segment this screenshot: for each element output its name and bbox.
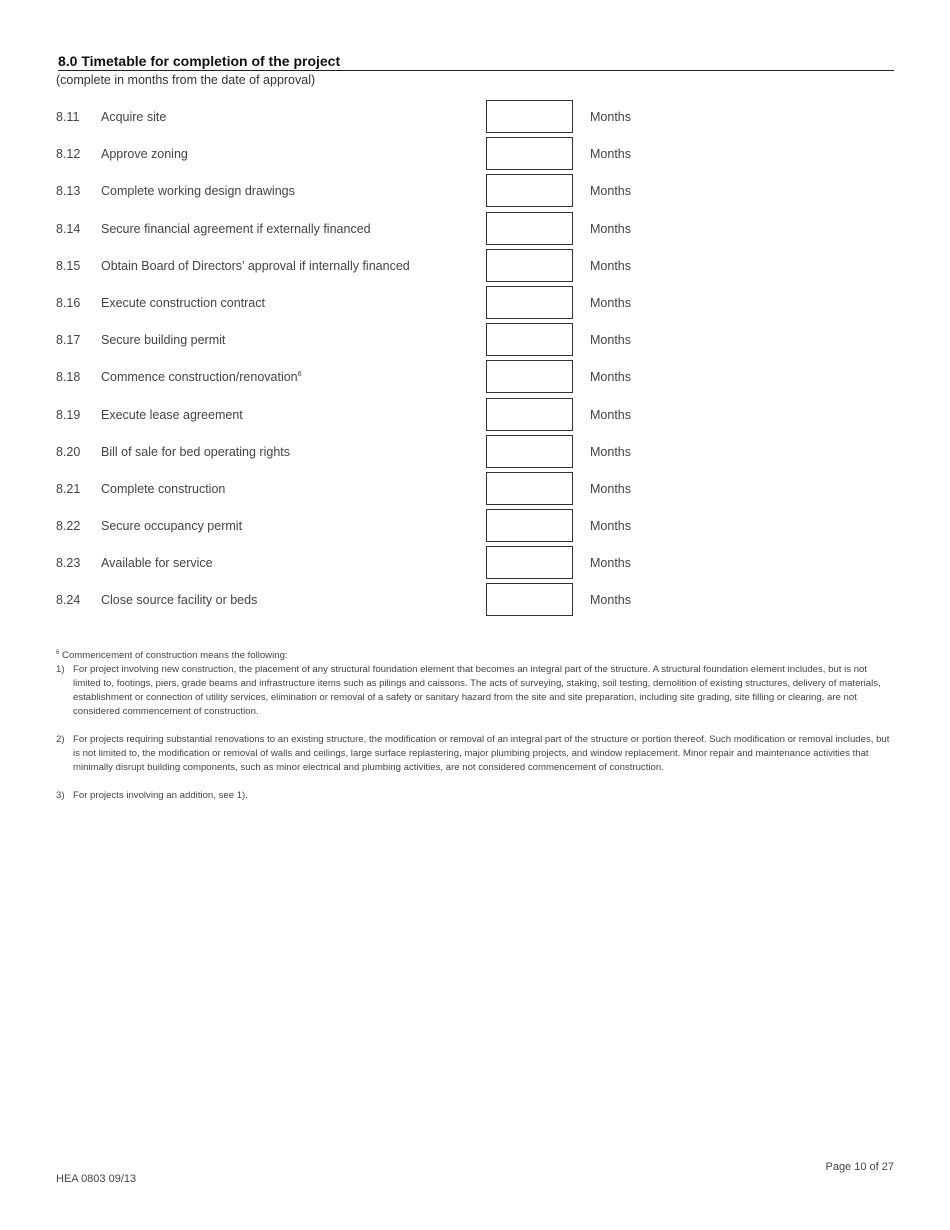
- form-identifier: HEA 0803 09/13: [56, 1173, 137, 1185]
- item-number: 8.15: [56, 258, 81, 273]
- timetable-row: [0, 509, 950, 546]
- item-label: Approve zoning: [101, 147, 188, 162]
- footnotes: [56, 649, 892, 803]
- timetable-row: [0, 286, 950, 323]
- item-number: 8.11: [56, 110, 80, 124]
- item-label: Execute construction contract: [101, 295, 265, 310]
- item-label: Acquire site: [101, 110, 167, 124]
- footnote-item-text: For projects involving an addition, see 1).: [73, 790, 248, 801]
- item-number: 8.16: [56, 295, 81, 310]
- timetable-row: [0, 360, 950, 397]
- months-input-construction-contract[interactable]: [486, 286, 573, 319]
- footnote-marker: 6: [56, 649, 60, 656]
- item-number: 8.21: [56, 481, 81, 496]
- footnote-item-label: 2): [56, 734, 65, 745]
- months-input-close-source-facility[interactable]: [486, 583, 573, 616]
- footnote-item-text: For project involving new construction, the placement of any structural foundation element that becomes an integral part of the structure. A structural foundation element includes, but is not limited to, footings, piers, grade beams and infrastructure items such as pilings and caissons. The acts of surveying, staking, soil testing, demolition of existing structures, delivery of materials, establishment or connection of utility services, elimination or removal of a safety or sanitary hazard from the site and site preparation, including site grading, site filling or clearing, are not considered commencement of construction.: [73, 664, 881, 717]
- footnote-item: [56, 789, 892, 803]
- item-number: 8.22: [56, 519, 81, 534]
- section-instructions: (complete in months from the date of approval): [56, 73, 316, 87]
- item-number: 8.23: [56, 556, 81, 571]
- timetable-row: [0, 137, 950, 174]
- item-label: Execute lease agreement: [101, 407, 243, 422]
- months-unit-label: Months: [590, 184, 631, 199]
- months-input-financial-agreement[interactable]: [486, 212, 573, 245]
- months-unit-label: Months: [590, 370, 631, 385]
- item-label: Commence construction/renovation$^6$: [101, 370, 302, 385]
- item-label: Secure occupancy permit: [101, 519, 243, 534]
- footnote-heading: $^6$ Commencement of construction means the following:: [56, 649, 288, 661]
- item-number: 8.13: [56, 184, 81, 199]
- footnote-item: [56, 663, 892, 719]
- timetable-rows: [0, 100, 950, 621]
- item-number: 8.20: [56, 444, 81, 459]
- footnote-marker: 6: [297, 371, 302, 379]
- months-input-design-drawings[interactable]: [486, 174, 573, 207]
- months-input-complete-construction[interactable]: [486, 472, 573, 505]
- months-unit-label: Months: [590, 519, 631, 534]
- months-input-commence-construction[interactable]: [486, 360, 573, 393]
- page-number: Page 10 of 27: [825, 1161, 894, 1173]
- timetable-row: [0, 583, 950, 620]
- item-label: Secure building permit: [101, 333, 226, 348]
- item-label: Obtain Board of Directors’ approval if internally financed: [101, 258, 410, 273]
- months-input-building-permit[interactable]: [486, 323, 573, 356]
- item-label: Close source facility or beds: [101, 593, 258, 608]
- footnote-item-text: For projects requiring substantial renovations to an existing structure, the modification or removal of an integral part of the structure or portion thereof. Such modification or removal includes, but is not limited to, the modification or removal of walls and ceilings, large surface replastering, major plumbing projects, and window replacement. Minor repair and maintenance activities that minimally disrupt building components, such as minor electrical and plumbing activities, are not considered commencement of construction.: [73, 734, 890, 773]
- timetable-row: [0, 174, 950, 211]
- item-label: Secure financial agreement if externally financed: [101, 221, 371, 236]
- months-input-bill-of-sale[interactable]: [486, 435, 573, 468]
- item-label: Bill of sale for bed operating rights: [101, 444, 290, 459]
- section-title: 8.0 Timetable for completion of the project: [58, 53, 894, 71]
- months-unit-label: Months: [590, 221, 631, 236]
- months-unit-label: Months: [590, 593, 631, 608]
- months-unit-label: Months: [590, 147, 631, 162]
- item-label: Complete construction: [101, 481, 226, 496]
- item-number: 8.14: [56, 221, 81, 236]
- item-number: 8.17: [56, 333, 81, 348]
- item-label: Complete working design drawings: [101, 184, 295, 199]
- timetable-row: [0, 212, 950, 249]
- months-unit-label: Months: [590, 444, 631, 459]
- timetable-row: [0, 435, 950, 472]
- months-input-available-for-service[interactable]: [486, 546, 573, 579]
- months-unit-label: Months: [590, 258, 631, 273]
- item-number: 8.18: [56, 370, 81, 385]
- months-input-board-approval[interactable]: [486, 249, 573, 282]
- timetable-row: [0, 249, 950, 286]
- timetable-row: [0, 472, 950, 509]
- item-label: Available for service: [101, 556, 213, 571]
- item-number: 8.19: [56, 407, 81, 422]
- months-unit-label: Months: [590, 333, 631, 348]
- timetable-row: [0, 546, 950, 583]
- months-unit-label: Months: [590, 407, 631, 422]
- timetable-row: [0, 100, 950, 137]
- months-input-occupancy-permit[interactable]: [486, 509, 573, 542]
- months-unit-label: Months: [590, 295, 631, 310]
- months-input-lease-agreement[interactable]: [486, 398, 573, 431]
- footnote-item-label: 1): [56, 664, 65, 675]
- months-unit-label: Months: [590, 481, 631, 496]
- months-unit-label: Months: [590, 556, 631, 571]
- months-input-approve-zoning[interactable]: [486, 137, 573, 170]
- footnote-item: [56, 733, 892, 775]
- item-number: 8.12: [56, 147, 81, 162]
- item-number: 8.24: [56, 593, 81, 608]
- timetable-row: [0, 398, 950, 435]
- timetable-row: [0, 323, 950, 360]
- months-unit-label: Months: [590, 110, 631, 124]
- footnote-item-label: 3): [56, 790, 65, 801]
- months-input-acquire-site[interactable]: [486, 100, 573, 133]
